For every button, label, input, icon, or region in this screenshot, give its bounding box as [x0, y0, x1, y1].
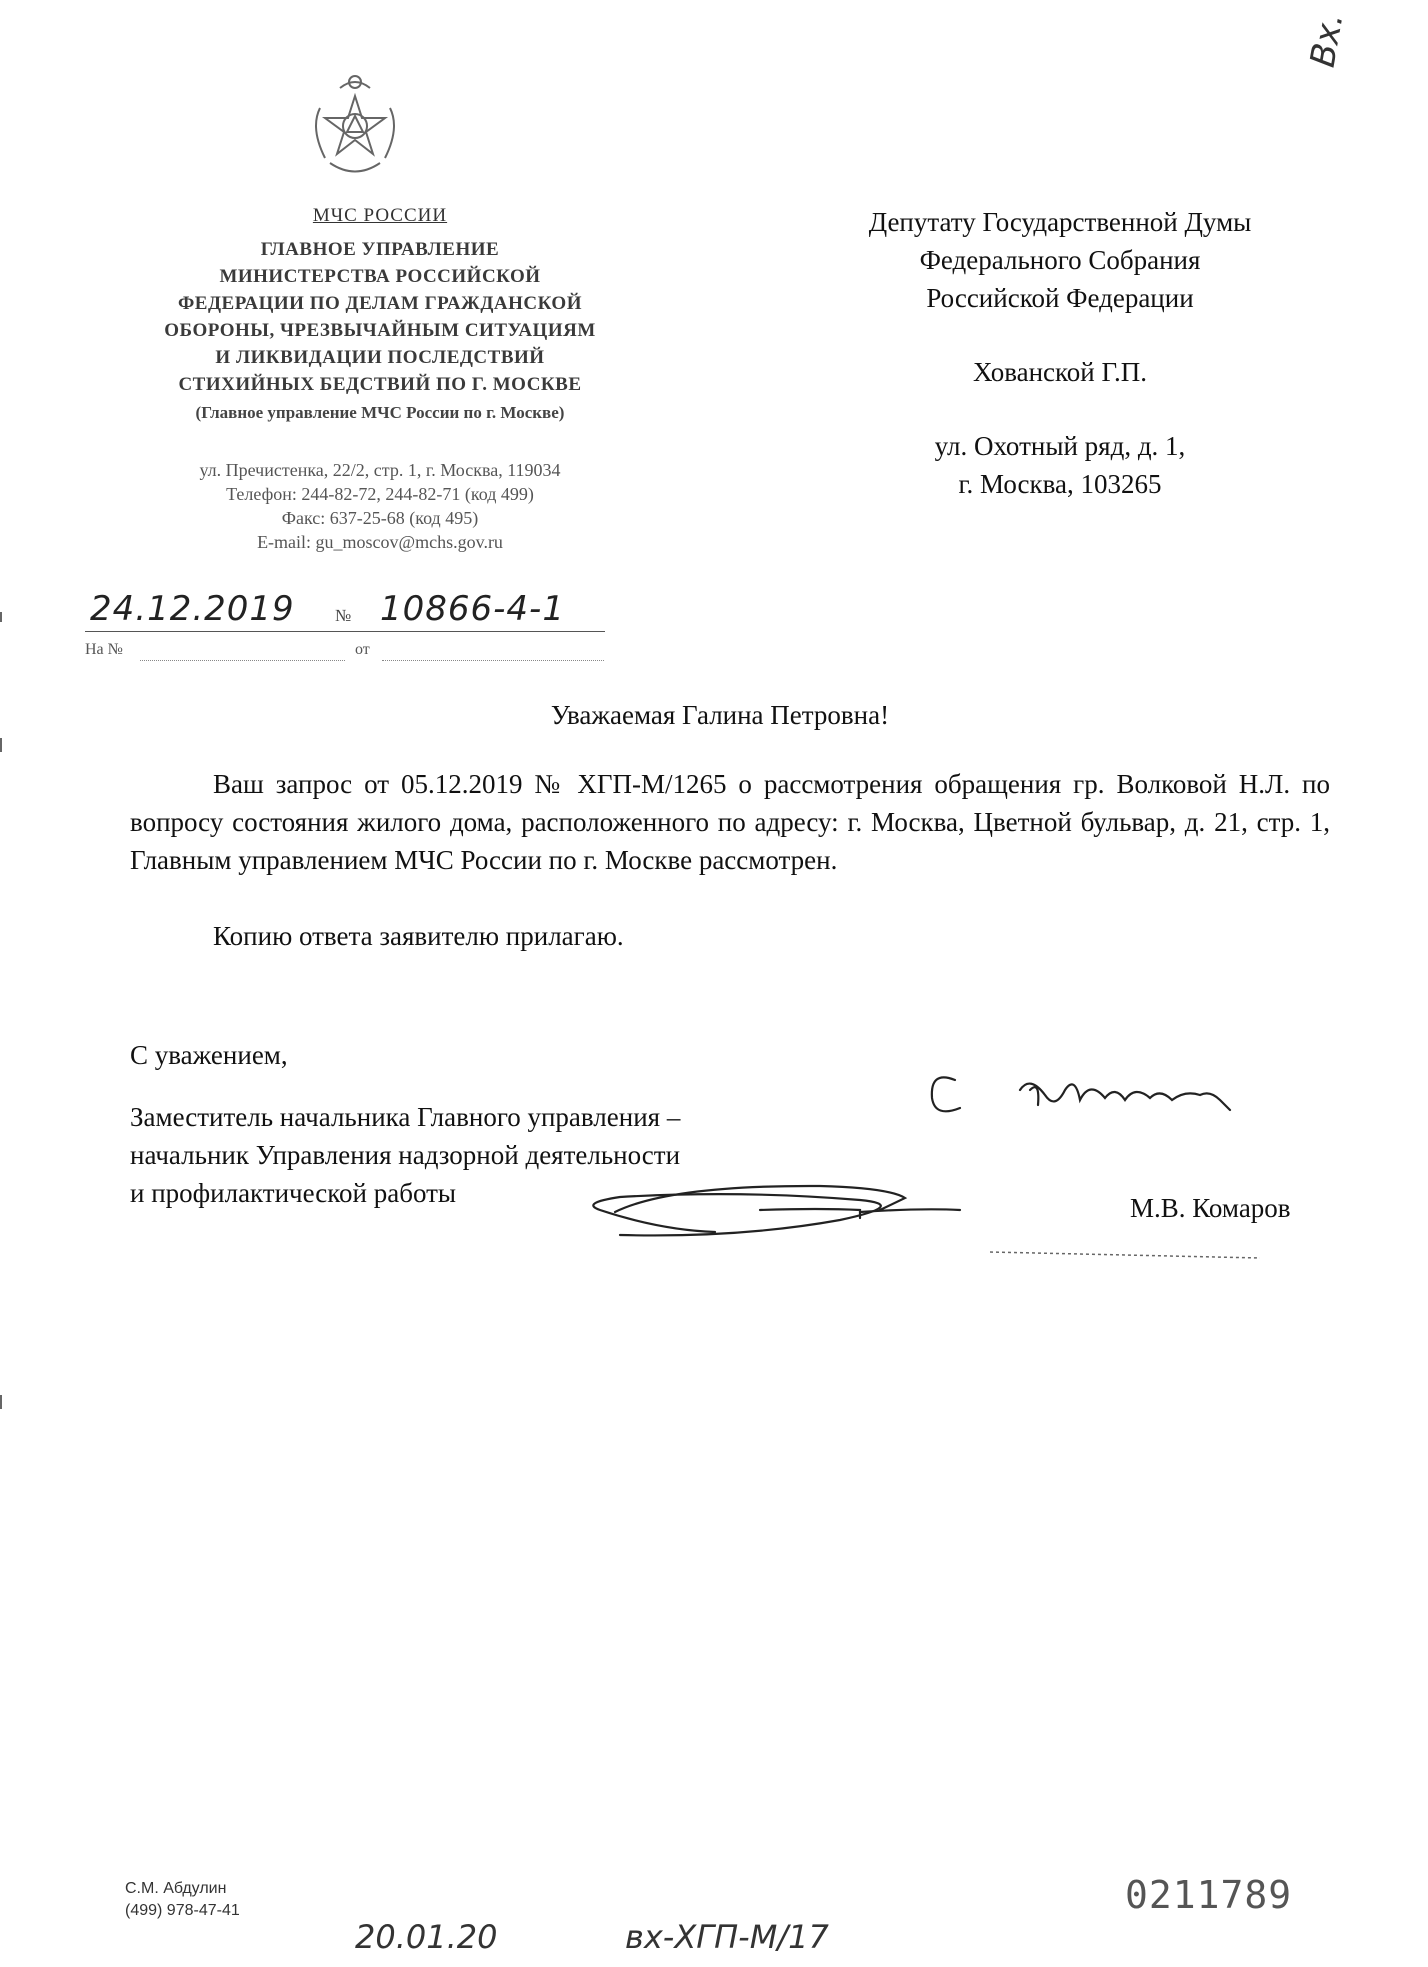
scan-edge-mark	[0, 738, 2, 752]
org-line: МИНИСТЕРСТВА РОССИЙСКОЙ	[219, 266, 541, 287]
addressee-block	[790, 203, 1330, 503]
executor-phone: (499) 978-47-41	[125, 1902, 240, 1919]
registration-number-label: №	[335, 606, 352, 625]
scan-edge-mark	[0, 1395, 2, 1409]
org-contacts	[100, 458, 660, 554]
handwritten-date: 20.01.20	[355, 1918, 498, 1956]
body-paragraph-attachment: Копию ответа заявителю прилагаю.	[213, 921, 624, 951]
org-line: ФЕДЕРАЦИИ ПО ДЕЛАМ ГРАЖДАНСКОЙ	[177, 293, 582, 314]
position-line: начальник Управления надзорной деятельности	[130, 1140, 681, 1170]
org-line: И ЛИКВИДАЦИИ ПОСЛЕДСТВИЙ	[215, 347, 545, 368]
reference-number-line	[140, 660, 345, 661]
addressee-address-line: г. Москва, 103265	[958, 469, 1162, 499]
registration-date: 24.12.2019	[90, 589, 295, 629]
reference-date-line	[382, 660, 604, 661]
body-paragraph: Ваш запрос от 05.12.2019 № ХГП-М/1265 о рассмотрения обращения гр. Волковой Н.Л. по вопросу состояния жилого дома, расположенного по адресу: г. Москва, Цветной бульвар, д. 21, стр. 1, Главным управлением МЧС России по г. Москве рассмотрен.	[130, 769, 1330, 875]
registration-number: 10866-4-1	[380, 589, 565, 629]
contact-fax: Факс: 637-25-68 (код 495)	[281, 508, 479, 528]
org-short-name: МЧС РОССИИ	[312, 205, 448, 226]
executor-info	[125, 1878, 240, 1922]
contact-email: E-mail: gu_moscov@mchs.gov.ru	[257, 532, 503, 552]
addressee-line: Федерального Собрания	[919, 245, 1201, 275]
org-abbreviation: (Главное управление МЧС России по г. Москве)	[195, 403, 565, 422]
salutation: Уважаемая Галина Петровна!	[550, 700, 890, 730]
contact-address: ул. Пречистенка, 22/2, стр. 1, г. Москва, 119034	[199, 460, 561, 480]
signer-name: М.В. Комаров	[1130, 1193, 1291, 1223]
position-line: Заместитель начальника Главного управления –	[130, 1102, 681, 1132]
addressee-name: Хованской Г.П.	[972, 357, 1148, 387]
corner-handwritten-note: Вх.	[1302, 9, 1352, 71]
org-full-name	[80, 236, 680, 398]
addressee-line: Депутату Государственной Думы	[868, 207, 1252, 237]
reference-from-label: от	[355, 641, 370, 658]
contact-phone: Телефон: 244-82-72, 244-82-71 (код 499)	[226, 484, 534, 504]
executor-name: С.М. Абдулин	[125, 1880, 227, 1897]
org-line: ОБОРОНЫ, ЧРЕЗВЫЧАЙНЫМ СИТУАЦИЯМ	[164, 320, 596, 341]
closing-phrase: С уважением,	[130, 1040, 288, 1070]
position-line: и профилактической работы	[130, 1178, 457, 1208]
org-line: ГЛАВНОЕ УПРАВЛЕНИЕ	[260, 239, 500, 260]
mchs-emblem-icon	[300, 68, 410, 188]
reference-label: На №	[85, 641, 123, 658]
handwritten-reference: вх-ХГП-М/17	[625, 1918, 829, 1956]
addressee-line: Российской Федерации	[926, 283, 1194, 313]
addressee-address-line: ул. Охотный ряд, д. 1,	[934, 431, 1186, 461]
handwritten-signature	[560, 1060, 1320, 1290]
org-line: СТИХИЙНЫХ БЕДСТВИЙ ПО Г. МОСКВЕ	[178, 374, 582, 395]
serial-number: 0211789	[1125, 1873, 1293, 1917]
scan-edge-mark	[0, 612, 2, 622]
